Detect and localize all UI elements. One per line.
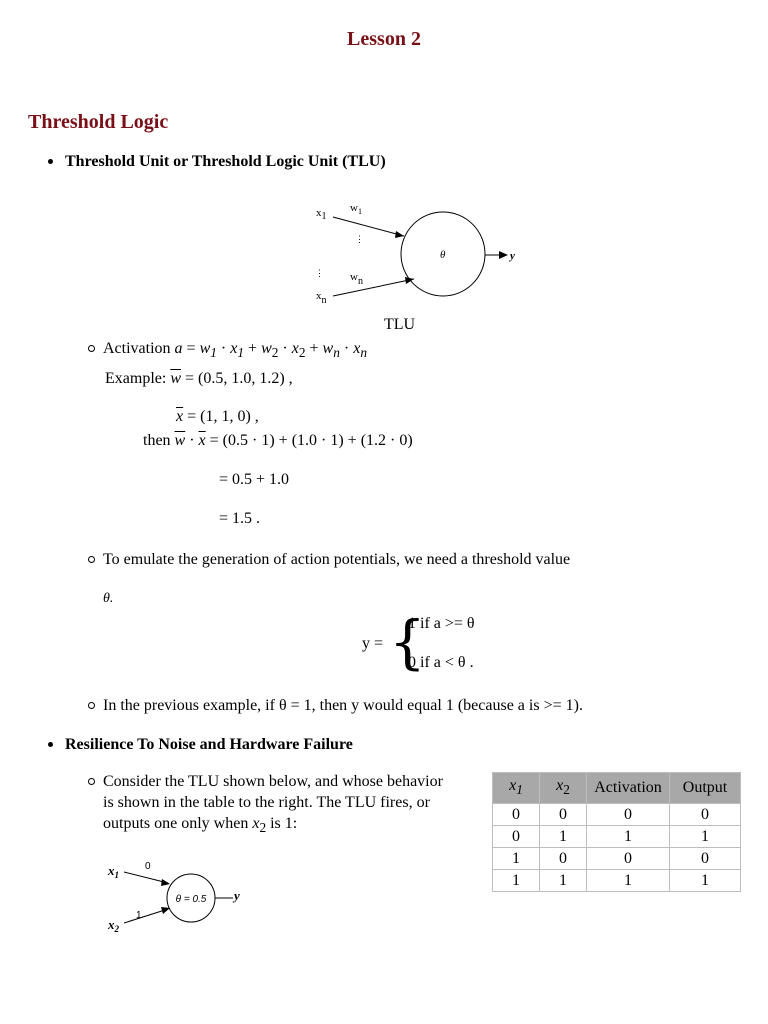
activation-line: Activation $a = w_1 \cdot x_1 + w_2 \cdot x_2 + w_n \cdot x_n$ <box>88 340 367 361</box>
table-row <box>493 804 741 826</box>
vertical-ellipsis-icon: ⋮ <box>355 234 364 244</box>
input-edge-n <box>333 279 414 296</box>
table-cell: 1 <box>670 870 741 892</box>
bullet-tlu <box>48 153 386 171</box>
bullet-resilience <box>48 736 353 754</box>
small-x2-label: $x_2$ <box>108 917 119 934</box>
truth-table <box>492 772 741 892</box>
table-cell: 0 <box>540 804 587 826</box>
table-cell: 1 <box>587 826 670 848</box>
threshold-text: To emulate the generation of action potentials, we need a threshold value <box>88 551 570 569</box>
table-cell: 1 <box>493 870 540 892</box>
table-cell: 0 <box>587 804 670 826</box>
circle-bullet-icon <box>88 556 95 563</box>
arrowhead-icon <box>161 907 170 914</box>
small-edge-2 <box>124 909 168 923</box>
threshold-theta: θ. <box>103 591 114 606</box>
example-x: $\overline{x} = (1$, 1, 0) , <box>176 408 259 425</box>
bullet-resilience-title: Resilience To Noise and Hardware Failure <box>65 736 353 753</box>
example-calc-2: = 0.5 + 1.0 <box>219 471 290 488</box>
table-cell: 0 <box>670 804 741 826</box>
consider-line-2: is shown in the table to the right. The TLU fires, or <box>103 794 430 811</box>
circle-bullet-icon <box>88 345 95 352</box>
table-cell: 1 <box>587 870 670 892</box>
example-w: Example: $\overline{w} = (0.5$, 1.0, 1.2) , <box>105 370 293 387</box>
header-x2: $x_2$ <box>540 773 587 804</box>
section-heading: Threshold Logic <box>28 111 169 133</box>
input-edge-1 <box>333 217 404 236</box>
small-edge-1 <box>124 872 168 883</box>
small-x1-label: $x_1$ <box>108 863 119 880</box>
bullet-tlu-title: Threshold Unit or Threshold Logic Unit (TLU) <box>65 153 386 170</box>
previous-example-text: In the previous example, if θ = 1, then y would equal 1 (because a is >= 1). <box>88 697 583 715</box>
header-output: Output <box>670 773 741 804</box>
table-cell: 1 <box>493 848 540 870</box>
table-cell: 0 <box>587 848 670 870</box>
table-cell: 0 <box>670 848 741 870</box>
table-cell: 0 <box>540 848 587 870</box>
tlu-diagram-small <box>100 852 260 942</box>
small-theta-label: θ = 0.5 <box>175 894 207 905</box>
piecewise-case-1: 1 if a >= θ <box>408 615 475 632</box>
arrowhead-icon <box>161 879 170 886</box>
arrowhead-icon <box>499 251 508 259</box>
table-row <box>493 870 741 892</box>
curly-brace-icon: { <box>389 608 426 676</box>
tlu-diagram <box>300 190 540 340</box>
table-cell: 1 <box>670 826 741 848</box>
example-calc-3: = 1.5 . <box>219 510 261 527</box>
table-cell: 0 <box>493 804 540 826</box>
diagram-y-label: y <box>510 250 515 262</box>
table-row <box>493 826 741 848</box>
table-header-row <box>493 773 741 804</box>
vertical-ellipsis-icon: ⋮ <box>315 268 324 278</box>
arrowhead-icon <box>395 231 404 238</box>
table-cell: 0 <box>493 826 540 848</box>
circle-bullet-icon <box>88 778 95 785</box>
bullet-dot-icon <box>48 742 53 747</box>
diagram-x1-label: x1 <box>316 207 327 222</box>
small-w2-label: 1 <box>136 910 142 921</box>
header-activation: Activation <box>587 773 670 804</box>
piecewise-case-2: 0 if a < θ . <box>408 654 474 671</box>
diagram-theta-label: θ <box>440 249 446 261</box>
circle-bullet-icon <box>88 702 95 709</box>
diagram-wn-label: wn <box>350 271 363 287</box>
header-x1: $x_1$ <box>493 773 540 804</box>
diagram-w1-label: $w_1$ <box>350 202 362 216</box>
small-y-label: y <box>234 888 240 903</box>
table-row <box>493 848 741 870</box>
consider-line-1: Consider the TLU shown below, and whose behavior <box>88 773 443 791</box>
bullet-dot-icon <box>48 159 53 164</box>
piecewise-y-eq: y = <box>362 635 384 652</box>
small-w1-label: 0 <box>145 861 151 872</box>
diagram-xn-label: xn <box>316 290 327 306</box>
table-cell: 1 <box>540 826 587 848</box>
diagram-caption: TLU <box>384 316 416 333</box>
example-calc-1: then $\overline{w} \cdot \overline{x} = (0.5 \cdot 1) + (1.0 \cdot 1) + (1.2 \cdot 0)$ <box>143 432 413 449</box>
consider-line-3: outputs one only when $x_2$ is 1: <box>103 815 298 836</box>
lesson-title: Lesson 2 <box>347 28 421 50</box>
table-cell: 1 <box>540 870 587 892</box>
